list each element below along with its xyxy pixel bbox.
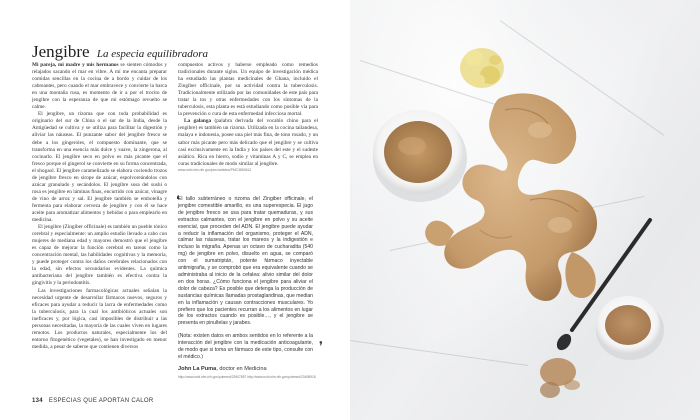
- galanga-text: (palabra derivada del vocablo chino para el jengibre) es también un rizoma. Utilizada en la cocina tailandesa, malaya e indonesia, posee una piel más fina, de tono rosado, y un sabor más picante pero más delicado que el jengibre y se cultiva casi exclusivamente en la India y los países del este y el sudeste asiático. Rica en hierro, sodio y vitaminas A y C, se emplea en curas tradicionales de modo similar al jengibre.: [178, 118, 318, 167]
- ginger-powder-bowl: [596, 296, 664, 360]
- text-column-2: [178, 62, 318, 173]
- grated-ginger: [460, 48, 504, 88]
- photo-page: [350, 0, 700, 420]
- lead-in: Mi pareja, mi madre y mis hermanos: [32, 62, 119, 68]
- page-title: [32, 42, 208, 62]
- author-name: John La Puma: [178, 366, 217, 372]
- paragraph-4: Las investigaciones farmacológicas actuales señalan la necesidad urgente de desarrollar fármacos nuevos, seguros y eficaces para ayudar a reducir la lacra de enfermedades como la tuberculosis, para la cual los antibióticos actuales son ineficaces y, por lógica, casi imposibles de distribuir a las personas necesitadas, la mayoría de las cuales viven en lugares remotos. Los productos naturales, especialmente los del entorno fitogenético (vegetales), se han investigado en menor medida, a pesar de saberse que contienen diversos: [32, 287, 167, 350]
- section-name: ESPECIAS QUE APORTAN CALOR: [48, 398, 154, 404]
- paragraph-1-text: se sienten cómodos y relajados sacando el mar en vibre. A mí me encanta preparar comidas sencillas en la cocina de a bordo y cuidar de los cabreantes, pero cuando el mar embravece y convierte la barca en una montaña rusa, es momento de ir a por el trocito de jengibre con la esperanza de que mi estómago revuelto se calme.: [32, 62, 167, 111]
- ginger-photo: [350, 0, 700, 420]
- quote-note: (Nota: existen datos en ambos sentidos en lo referente a la interacción del jengibre con la medicación anticoagulante, de modo que si toma un fármaco de este tipo, consulte con el médico.): [178, 333, 313, 360]
- author-role: , doctor en Medicina: [216, 366, 267, 372]
- close-quote-icon: ❜: [319, 339, 323, 353]
- paragraph-galanga: [178, 118, 318, 167]
- quote-references: http://www.ncbi.nlm.nih.gov/pubmed/23907857 http://www.ncbi.nlm.nih.gov/pubmed/23498918: [178, 375, 316, 379]
- text-column-1: [32, 62, 167, 351]
- paragraph-1: [32, 62, 167, 111]
- ground-ginger-bowl: [373, 110, 467, 202]
- paragraph-3: El jengibre (Zingiber officinale) es también un pueble tónico cerebral y especialmente: un amplio estudio llevado a cabo con mujeres de mediana edad y mayores demostró que el jengibre es capaz de mejorar la función cerebral en tareas como la concentración mental, las habilidades cognitivas y la memoria, y puede proteger contra los daños cerebrales relacionados con la edad, sin efectos secundarios evidentes. La química antibacteriana del jengibre también es efectiva contra la gingivitis y la periodontitis.: [32, 224, 167, 287]
- quote-author: [178, 366, 267, 372]
- paragraph-5: compuestos activos y haberse empleado como remedios tradicionales durante siglos. Un equipo de investigación médica ha estudiado las plantas medicinales de Ghana, incluido el Zingiber officinale, por su actividad contra la tuberculosis. Tradicionalmente utilizado por las comunidades de este país para tratar la tos y otras enfermedades con los síntomas de la tuberculosis, esta planta es está estudiando como posible vía para la prevención o cura de esta enfermedad infecciosa mortal.: [178, 62, 318, 118]
- page-number: 134: [32, 398, 43, 404]
- page-footer: [32, 398, 154, 404]
- paragraph-2: El jengibre, un rizoma que con toda probabilidad es originario del sur de China o el sur de la India, desde la Antigüedad se cultiva y se utiliza para facilitar la digestión y aliviar las náuseas. El punzante sabor del jengibre fresco se debe a los gingeroles, el compuesto dominante, que se transforma en una esencia más dulce y suave, la zingerona, al cocinarlo. El jengibre seco en polvo es más picante que el fresco porque el gingerol se convierte en su forma concentrada, el shogaol. El jengibre caramelizado se elabora cociendo trozos de jengibre fresco en sirope de azúcar, espolvoreándolos con azúcar granulado y secándolos. El jengibre sosa del sushi o rosa es jengibre en láminas finas, encurtido con azúcar, vinagre de vino de arroz y sal. El jengibre también se embotella y fermenta para elaborar cerveza de jengibre y con él se hace aceite para aromatizar alimentos y bebidas o para emplearlo en medicina.: [32, 111, 167, 224]
- quote-text: El tallo subterráneo o rizoma del Zingiber officinale, el jengibre comestible amarillo, es una superespecia. El jugo de jengibre fresco se usa para tratar quemaduras, y sus extractos calmantes, con el jengibre en polvo y su aceite esencial, que proceden del ADN. El jengibre puede ayudar a reducir la inflamación del organismo, proteger el ADN, calmar las náuseas, tratar los mareos y la indigestión e incluso la migraña. Apenas un octavo de cucharadita (540 mg) de jengibre en polvo, disuelto en agua, se comparó con el sumatriptán, potente fármaco inyectable antimigraña, y se comprobó que era equivalente cuando se administraba al inicio de la cefalea: alivio similar del dolor en dos horas. ¿Cómo funciona el jengibre para aliviar el dolor de cabeza? Es posible que detenga la producción de sustancias químicas llamadas prostaglandinas, que median en la inflamación y causan contracciones musculares. Yo prefiero que los pacientes recurran a los alimentos en lugar de los extractos cuando es posible…, y el jengibre se presenta en pinultelas y jarabes.: [178, 196, 313, 327]
- open-quote-icon: ❛: [176, 193, 180, 207]
- expert-quote-box: [178, 196, 313, 361]
- reference-url: www.ncbi.nlm.nih.gov/pmc/articles/PMC3863612: [178, 167, 252, 172]
- spilled-powder: [540, 358, 580, 398]
- title-main: Jengibre: [32, 42, 90, 61]
- title-subtitle: La especia equilibradora: [96, 48, 209, 60]
- galanga-lead: La galanga: [184, 118, 212, 125]
